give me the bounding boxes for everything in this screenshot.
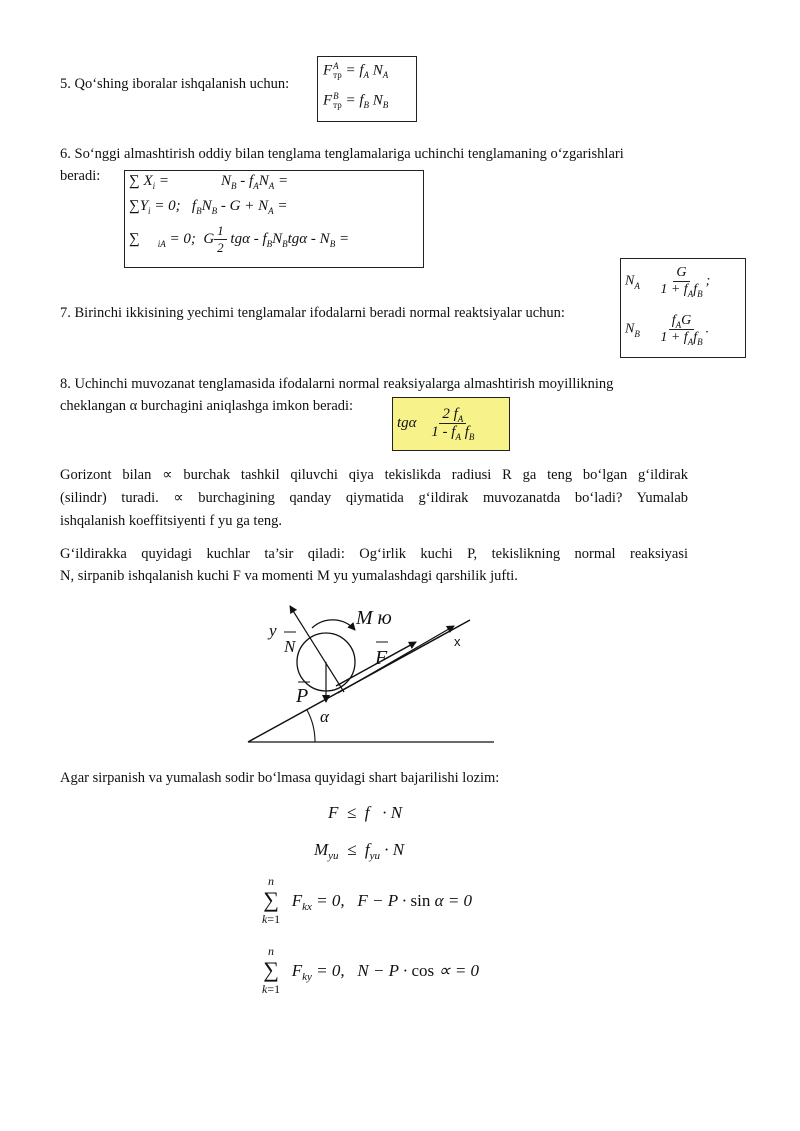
normal-reaction-a: $N_A$ $\frac{G}{1 + f_Af_B}$ ; [625,265,711,299]
equation-sum-moment: ∑ $_{iA}$ = 0; G $\frac{1}{2}$ tgα - $f_BN_Btg\alpha - N_B$ = [129,223,350,255]
item7-text: 7. Birinchi ikkisining yechimi tenglamalar ifodalarni beradi normal reaktsiyalar uchun: [60,305,565,321]
friction-formula-a: F A тр = $f_A$ $N_A$ [323,61,389,81]
sum-equation-y: n ∑ k=1 $F_{ky} = 0$, N − P · cos ∝ = 0 [262,944,480,996]
problem-p2-line1: G‘ildirakka quyidagi kuchlar ta’sir qiladi: Og‘irlik kuchi P, tekislikning normal reaksiyasi [60,546,688,562]
label-n: N [284,637,296,656]
condition-text: Agar sirpanish va yumalash sodir bo‘lmasa quyidagi shart bajarilishi lozim: [60,770,500,786]
equation-sum-y: $\sum Y_i = 0$; $f_BN_B - G + N_A$ = [129,198,288,216]
normal-reaction-b: $N_B$ $\frac{f_AG}{1 + f_Af_B}$ . [625,313,710,347]
problem-p1-line1: Gorizont bilan ∝ burchak tashkil qiluvchi qiya tekislikda radiusi R ga teng bo‘lgan g‘ildirak [60,467,688,483]
problem-p1-line2: (silindr) turadi. ∝ burchagining qanday qiymatida g‘ildirak muvozanatda bo‘ladi? Yumalab [60,490,688,506]
inequality-rolling: $M_{yu} \le f_{yu} \cdot N$ [314,840,405,862]
label-f: F [375,647,388,669]
item5-text: 5. Qo‘shing iboralar ishqalanish uchun: [60,76,290,92]
item6-line2: beradi: [60,168,101,184]
item7-formula-box [620,258,746,358]
label-moment: M ю [356,607,392,629]
item8-line1: 8. Uchinchi muvozanat tenglamasida ifodalarni normal reaksiyalarga almashtirish moyillikning [60,376,614,392]
item6-equations-box [124,170,424,268]
inequality-friction: F ≤ f · N [328,803,403,822]
angle-arc [307,710,315,742]
item8-line2: cheklangan α burchagini aniqlashga imkon beradi: [60,398,354,414]
item6-line1: 6. So‘nggi almashtirish oddiy bilan tenglama tenglamalariga uchinchi tenglamaning o‘zgarishlari [60,146,624,162]
tangent-result-box [392,397,510,451]
problem-p1-line3: ishqalanish koeffitsiyenti f yu ga teng. [60,513,283,529]
normal-force-arrow [290,606,344,692]
inclined-plane-figure [240,598,500,748]
sum-equation-x: n ∑ k=1 $F_{kx} = 0$, F − P · sin α = 0 [262,874,473,926]
tangent-result-formula: tgα $\frac{2 f_A}{1 - f_A f_B}$ [397,406,475,442]
moment-arc-arrow [312,620,355,630]
label-x: x [454,634,461,649]
problem-p2-line2: N, sirpanib ishqalanish kuchi F va momenti M yu yumalashdagi qarshilik jufti. [60,568,518,584]
label-alpha: α [320,707,329,726]
item5-formula-box [317,56,417,122]
friction-formula-b: F B тр = $f_B$ $N_B$ [323,91,389,111]
label-p: P [296,685,309,707]
label-y: y [269,621,277,640]
equation-sum-x: ∑ $X_i = N_B - f_AN_A$ = [129,173,289,191]
